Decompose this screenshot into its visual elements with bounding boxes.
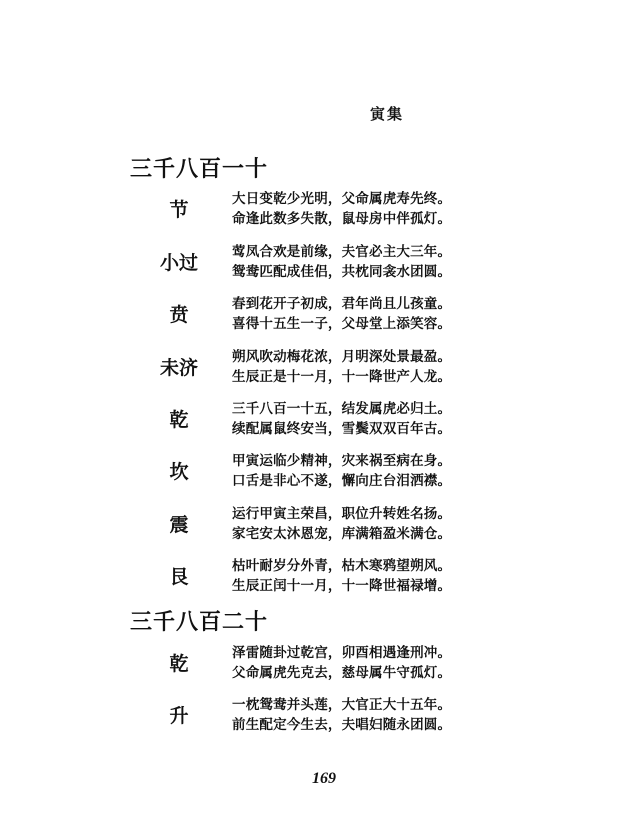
verse-line: 续配属鼠终安当，雪鬓双双百年古。: [232, 421, 452, 437]
verse-line: 枯叶耐岁分外青，枯木寒鸦望朔风。: [232, 558, 452, 574]
entry: [150, 294, 470, 338]
page-number: 169: [312, 770, 336, 787]
gua-name: 升: [169, 705, 189, 727]
entry: [150, 399, 470, 443]
gua-name: 震: [169, 514, 189, 536]
entry: [150, 556, 470, 600]
gua-name: 小过: [159, 252, 198, 274]
verse-line: 命逢此数多失散，鼠母房中伴孤灯。: [232, 211, 452, 227]
verse-line: 朔风吹动梅花浓，月明深处景最盈。: [232, 349, 452, 365]
section-heading: 三千八百二十: [130, 609, 269, 635]
gua-name: 乾: [169, 653, 189, 675]
verse-line: 一枕鸳鸯并头莲，大官正大十五年。: [232, 697, 452, 713]
verse-line: 春到花开子初成，君年尚且儿孩童。: [232, 296, 452, 312]
gua-name: 未济: [159, 357, 198, 379]
section-heading: 三千八百一十: [130, 156, 269, 182]
gua-name: 节: [169, 199, 189, 221]
entry: [150, 504, 470, 548]
gua-name: 乾: [169, 409, 189, 431]
entry: [150, 695, 470, 739]
gua-name: 艮: [169, 566, 189, 588]
entry: [150, 189, 470, 233]
gua-name: 坎: [169, 461, 189, 483]
verse-line: 甲寅运临少精神，灾来祸至病在身。: [232, 453, 452, 469]
verse-line: 生辰正是十一月，十一降世产人龙。: [232, 369, 452, 385]
entry: [150, 643, 470, 687]
entry: [150, 451, 470, 495]
verse-line: 生辰正闰十一月，十一降世福禄增。: [232, 578, 452, 594]
gua-name: 贲: [169, 304, 189, 326]
entry: [150, 242, 470, 286]
verse-line: 大日变乾少光明，父命属虎寿先终。: [232, 191, 452, 207]
verse-line: 鸳鸯匹配成佳侣，共枕同衾水团圆。: [232, 264, 452, 280]
verse-line: 口舌是非心不遂，懈向庄台泪洒襟。: [232, 473, 452, 489]
verse-line: 三千八百一十五，结发属虎必归土。: [232, 401, 452, 417]
verse-line: 运行甲寅主荣昌，职位升转姓名扬。: [232, 506, 452, 522]
verse-line: 前生配定今生去，夫唱妇随永团圆。: [232, 717, 452, 733]
entry: [150, 347, 470, 391]
verse-line: 泽雷随卦过乾宫，卯酉相遇逢刑冲。: [232, 645, 452, 661]
verse-line: 家宅安太沐恩宠，库满箱盈米满仓。: [232, 526, 452, 542]
verse-line: 父命属虎先克去，慈母属牛守孤灯。: [232, 665, 452, 681]
verse-line: 莺凤合欢是前缘，夫官必主大三年。: [232, 244, 452, 260]
verse-line: 喜得十五生一子，父母堂上添笑容。: [232, 316, 452, 332]
running-header: 寅集: [370, 105, 405, 123]
